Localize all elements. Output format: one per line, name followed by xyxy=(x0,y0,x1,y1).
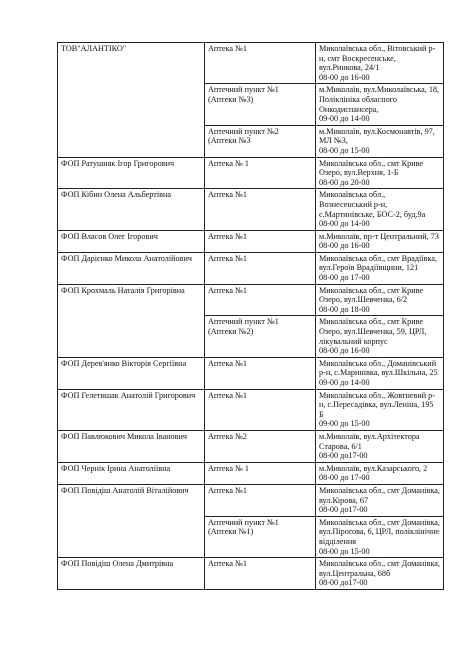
pharmacy-cell: Аптека №1 xyxy=(205,284,316,316)
pharmacy-cell: Аптека № 1 xyxy=(205,462,316,484)
table-row xyxy=(58,462,444,484)
table-row xyxy=(58,252,444,284)
pharmacy-cell: Аптечний пункт №1 (Аптеки №3) xyxy=(205,84,316,125)
pharmacy-cell: Аптека №1 xyxy=(205,252,316,284)
pharmacy-cell: Аптека №1 xyxy=(205,389,316,430)
address-cell: Миколаївська обл., Доманівський р-н, с.Маринівка, вул.Шкільна, 25 09-00 до 14-00 xyxy=(316,357,444,389)
owner-cell: ФОП Крохмаль Наталія Григорівна xyxy=(58,284,205,357)
table-row xyxy=(58,284,444,316)
address-cell: м.Миколаїв, вул.Космонавтів, 97, МЛ №3, 08-00 до 15-00 xyxy=(316,125,444,157)
table-row xyxy=(58,484,444,516)
table-row xyxy=(58,389,444,430)
pharmacy-cell: Аптека № 1 xyxy=(205,157,316,189)
owner-cell: ФОП Чернік Ірина Анатоліївна xyxy=(58,462,205,484)
pharmacy-cell: Аптечний пункт №1 (Аптеки №1) xyxy=(205,516,316,557)
pharmacy-cell: Аптека №1 xyxy=(205,558,316,590)
owner-cell: ФОП Гелетишак Анатолій Григорович xyxy=(58,389,205,430)
pharmacy-cell: Аптека №1 xyxy=(205,484,316,516)
address-cell: м.Миколаїв, вул.Архітектора Старова, 6/1 08-00 до17-00 xyxy=(316,430,444,462)
address-cell: м.Миколаїв, вул.Миколаївська, 18, Поліклініка обласного Онкодиспансера, 09-00 до 14-00 xyxy=(316,84,444,125)
pharmacy-cell: Аптека №1 xyxy=(205,357,316,389)
owner-cell: ФОП Власов Олег Ігорович xyxy=(58,230,205,252)
address-cell: Миколаївська обл., смт Криве Озеро, вул.Верхня, 1-Б 08-00 до 20-00 xyxy=(316,157,444,189)
owner-cell: ТОВ"АЛАНТІКО" xyxy=(58,43,205,158)
pharmacy-cell: Аптека №1 xyxy=(205,43,316,84)
address-cell: Миколаївська обл., смт Доманівка, вул.Пірогова, 6, ЦРЛ, поліклінічне відділення 08-00 до 15-00 xyxy=(316,516,444,557)
address-cell: Миколаївська обл., Вознесенський р-н, с.Мартинівське, БОС-2, буд.9а 08-00 до 14-00 xyxy=(316,189,444,230)
table-row xyxy=(58,230,444,252)
address-cell: Миколаївська обл., Вітовський р-н, смт Воскресенське, вул.Ринкова, 24/1 08-00 до 16-00 xyxy=(316,43,444,84)
pharmacy-cell: Аптека №2 xyxy=(205,430,316,462)
address-cell: Миколаївська обл., смт Криве Озеро, вул.Шевченка, 6/2 08-00 до 18-00 xyxy=(316,284,444,316)
owner-cell: ФОП Повідіш Олена Дмитрівна xyxy=(58,558,205,590)
table-row xyxy=(58,157,444,189)
address-cell: Миколаївська обл., смт Доманівка, вул.Кірова, 67 08-00 до17-00 xyxy=(316,484,444,516)
pharmacy-table xyxy=(57,42,444,590)
address-cell: Миколаївська обл., Жовтневий р-н, с.Пересадівка, вул.Леніна, 195 Б 09-00 до 15-00 xyxy=(316,389,444,430)
pharmacy-cell: Аптечний пункт №2 (Аптеки №3 xyxy=(205,125,316,157)
owner-cell: ФОП Павлюкович Микола Іванович xyxy=(58,430,205,462)
owner-cell: ФОП Повідіш Анатолій Віталійович xyxy=(58,484,205,557)
address-cell: Миколаївська обл., смт Доманівка, вул.Центральна, 68б 08-00 до17-00 xyxy=(316,558,444,590)
owner-cell: ФОП Ратушняк Ігор Григорович xyxy=(58,157,205,189)
owner-cell: ФОП Дарієнко Микола Анатолійович xyxy=(58,252,205,284)
owner-cell: ФОП Кібин Олена Альбертівна xyxy=(58,189,205,230)
table-row xyxy=(58,189,444,230)
pharmacy-table-body xyxy=(58,43,444,590)
address-cell: м.Миколаїв, вул.Казарського, 2 08-00 до 17-00 xyxy=(316,462,444,484)
pharmacy-cell: Аптека №1 xyxy=(205,230,316,252)
table-row xyxy=(58,357,444,389)
address-cell: Миколаївська обл., смт Врадіївка, вул.Героїв Врадіївщини, 121 08-00 до 17-00 xyxy=(316,252,444,284)
pharmacy-cell: Аптечний пункт №1 (Аптеки №2) xyxy=(205,316,316,357)
table-row xyxy=(58,558,444,590)
table-row xyxy=(58,43,444,84)
table-row xyxy=(58,430,444,462)
address-cell: м.Миколаїв, пр-т Центральний, 73 08-00 до 16-00 xyxy=(316,230,444,252)
owner-cell: ФОП Дерев'янко Вікторія Сергіївна xyxy=(58,357,205,389)
pharmacy-cell: Аптека №1 xyxy=(205,189,316,230)
address-cell: Миколаївська обл., смт Криве Озеро, вул.Шевченка, 59, ЦРЛ, лікувальний корпус 08-00 до 16-00 xyxy=(316,316,444,357)
